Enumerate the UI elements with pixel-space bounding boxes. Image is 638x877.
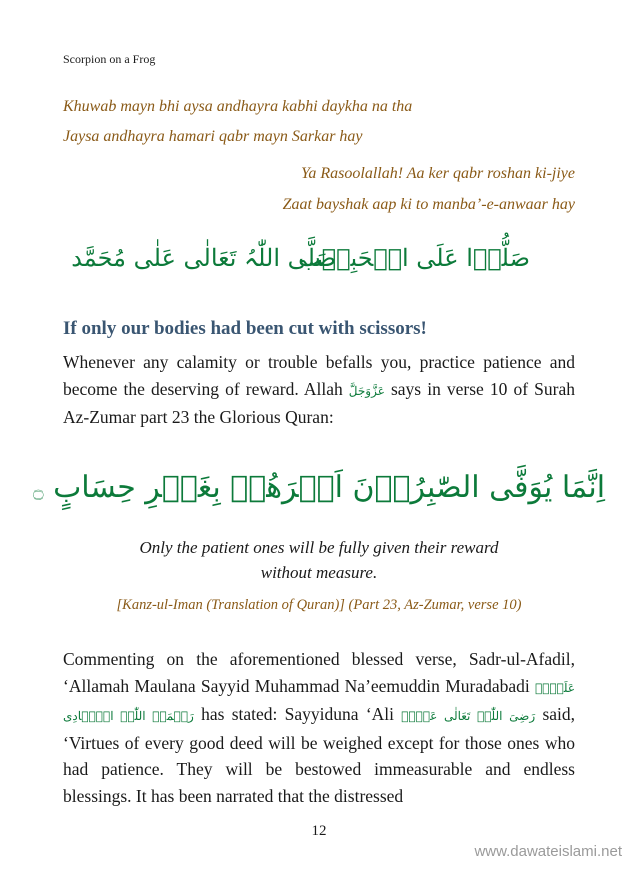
paragraph-1: Whenever any calamity or trouble befalls you, practice patience and become the deserving of reward. Allah عَزَّوَجَلَّ says in verse 10 of Surah Az-Zumar part 23 the Glorious Quran: xyxy=(63,352,575,427)
honorific-ali: رَضِیَ اللّٰہُ تَعَالٰی عَنۡہُ xyxy=(401,709,536,723)
honorific-allah: عَزَّوَجَلَّ xyxy=(348,383,385,398)
quran-verse: اِنَّمَا یُوَفَّی الصّٰبِرُوۡنَ اَجۡرَهُمۡ بِغَیۡرِ حِسَابٍ ۝ xyxy=(32,470,606,505)
poem-line-1: Khuwab mayn bhi aysa andhayra kabhi daykha na tha xyxy=(63,98,413,115)
section-heading: If only our bodies had been cut with scissors! xyxy=(63,318,427,339)
site-url: www.dawateislami.net xyxy=(474,843,622,860)
poem-line-3: Ya Rasoolallah! Aa ker qabr roshan ki-jiye xyxy=(300,165,575,182)
verse-reference: [Kanz-ul-Iman (Translation of Quran)] (Part 23, Az-Zumar, verse 10) xyxy=(116,597,522,613)
page-number: 12 xyxy=(311,823,327,839)
salat-left: صَلَّی اللّٰہُ تَعَالٰی عَلٰی مُحَمَّد xyxy=(71,244,336,272)
running-head: Scorpion on a Frog xyxy=(63,52,156,66)
ayah-marker-icon: ۝ xyxy=(32,481,44,502)
paragraph-2: Commenting on the aforementioned blessed verse, Sadr-ul-Afadil, ‘Allamah Maulana Sayyid Muhammad Na’eemuddin Muradabadi عَلَیۡہِ رَحۡمَۃُ اللّٰہِ الۡہَادِی has stated: Sayyiduna ‘Ali رَضِیَ اللّٰہُ تَعَالٰی عَنۡہُ said, ‘Virtues of every good deed will be weighed except for those ones who had patience. They will be bestowed immeasurable and endless blessings. It has been narrated that the distressed xyxy=(63,649,576,806)
poem-line-4: Zaat bayshak aap ki to manba’-e-anwaar hay xyxy=(282,196,575,213)
salat-right: صَلُّوۡا عَلَی الۡحَبِیۡب xyxy=(298,244,530,272)
verse-translation: Only the patient ones will be fully given their reward without measure. xyxy=(139,538,499,582)
poem-line-2: Jaysa andhayra hamari qabr mayn Sarkar hay xyxy=(63,128,363,145)
honorific-muradabadi: عَلَیۡہِ رَحۡمَۃُ اللّٰہِ الۡہَادِی xyxy=(63,680,575,723)
